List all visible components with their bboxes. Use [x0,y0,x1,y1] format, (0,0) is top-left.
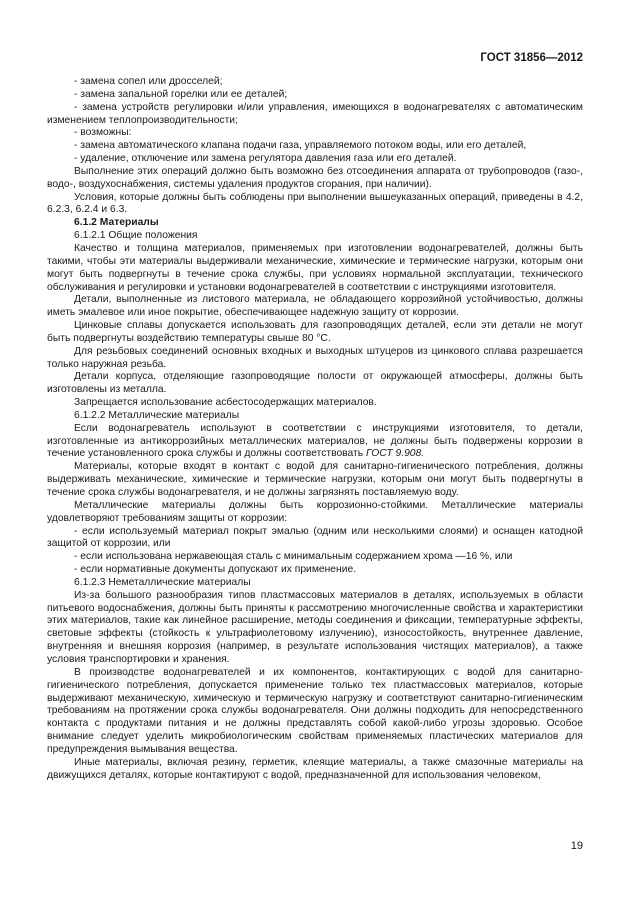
list-item: - замена запальной горелки или ее деталей; [74,88,288,100]
paragraph: Из-за большого разнообразия типов пластмассовых материалов в деталях, используемых в области питьевого водоснабжения, должны быть приняты к рассмотрению многочисленные свойства и характеристики этих материалов, такие как линейное расширение, методы соединения и фиксации, температурные эффекты, световые эффекты (стойкость к ультрафиолетовому излучению), износостойкость, внутреннее давление, внутренняя и внешняя коррозия (например, в результате использования чистящих материалов), а также условия транспортировки и хранения. [47,589,583,665]
paragraph: Материалы, которые входят в контакт с водой для санитарно-гигиенического потребления, должны выдерживать механические, химические и термические нагрузки, которым они могут быть подвергнуты в течение срока службы водонагревателя, и не должны загрязнять поставляемую воду. [47,461,583,498]
subsection-heading: 6.1.2.3 Неметаллические материалы [74,576,251,588]
subsection-heading: 6.1.2.2 Металлические материалы [74,409,240,421]
standard-reference: ГОСТ 9.908. [365,448,425,460]
paragraph: Запрещается использование асбестосодержащих материалов. [74,397,377,409]
list-item: - удаление, отключение или замена регулятора давления газа или его деталей. [74,153,457,165]
list-item: - если использована нержавеющая сталь с минимальным содержанием хрома —16 %, или [74,551,513,563]
paragraph: Выполнение этих операций должно быть возможно без отсоединения аппарата от трубопроводов (газо-, водо-, воздухоснабжения, системы удаления продуктов сгорания, при наличии). [47,165,583,190]
paragraph: Для резьбовых соединений основных входных и выходных штуцеров из цинкового сплава разрешается только наружная резьба. [47,345,583,370]
subsection-heading: 6.1.2.1 Общие положения [74,230,198,242]
list-item: - если используемый материал покрыт эмалью (одним или несколькими слоями) и оснащен катодной защитой от коррозии, или [47,525,583,550]
page-number: 19 [570,840,583,852]
list-item: - замена автоматического клапана подачи газа, управляемого потоком воды, или его деталей, [74,140,527,152]
paragraph [47,423,583,462]
paragraph: Условия, которые должны быть соблюдены при выполнении вышеуказанных операций, приведены в 4.2, 6.2.3, 6.2.4 и 6.3. [47,191,583,216]
section-heading: 6.1.2 Материалы [74,217,159,229]
list-item: - если нормативные документы допускают их применение. [74,564,357,576]
paragraph: Детали корпуса, отделяющие газопроводящие полости от окружающей атмосферы, должны быть изготовлены из металла. [47,371,583,396]
paragraph: Качество и толщина материалов, применяемых при изготовлении водонагревателей, должны быть такими, чтобы эти материалы выдерживали механические, химические и термические нагрузки, которым они могут быть подвергнуты в течение срока службы, при условиях нормальной эксплуатации, технического обслуживания и регулировки и установки водонагревателей в соответствии с инструкциями изготовителя. [47,242,583,293]
paragraph: В производстве водонагревателей и их компонентов, контактирующих с водой для санитарно-гигиенического потребления, допускается применение только тех пластмассовых материалов, которые выдерживают механическую, химическую и термическую нагрузку и соответствуют санитарно-гигиеническим требованиям на протяжении срока службы водонагревателя. Они должны подходить для непосредственного контакта с продуктами питания и не должны представлять собой какой-либо угрозы здоровью. Особое внимание следует уделить микробиологическим свойствам применяемых пластических материалов для предупреждения вымывания вещества. [47,666,583,755]
paragraph: Иные материалы, включая резину, герметик, клеящие материалы, а также смазочные материалы на движущихся деталях, которые контактируют с водой, предназначенной для использования человеком, [47,756,583,781]
document-body [47,76,583,782]
paragraph: Детали, выполненные из листового материала, не обладающего коррозийной устойчивостью, должны иметь эмалевое или иное покрытие, обеспечивающее надежную защиту от коррозии. [47,294,583,319]
list-item: - замена сопел или дросселей; [74,76,223,87]
document-header: ГОСТ 31856—2012 [480,52,583,64]
list-item: - замена устройств регулировки и/или управления, имеющихся в водонагревателях с автоматическим изменением теплопроизводительности; [47,101,583,126]
paragraph: Металлические материалы должны быть коррозионно-стойкими. Металлические материалы удовлетворяют требованиям защиты от коррозии: [47,499,583,524]
paragraph: Цинковые сплавы допускается использовать для газопроводящих деталей, если эти детали не могут быть подвергнуты воздействию температуры свыше 80 °С. [47,320,583,344]
paragraph-text: Если водонагреватель используют в соответствии с инструкциями изготовителя, то детали, изготовленные из антикоррозийных металлических материалов, не должны быть подвержены коррозии в течение установленного срока службы и должны соответствовать [47,422,583,460]
list-item: - возможны: [74,127,132,139]
